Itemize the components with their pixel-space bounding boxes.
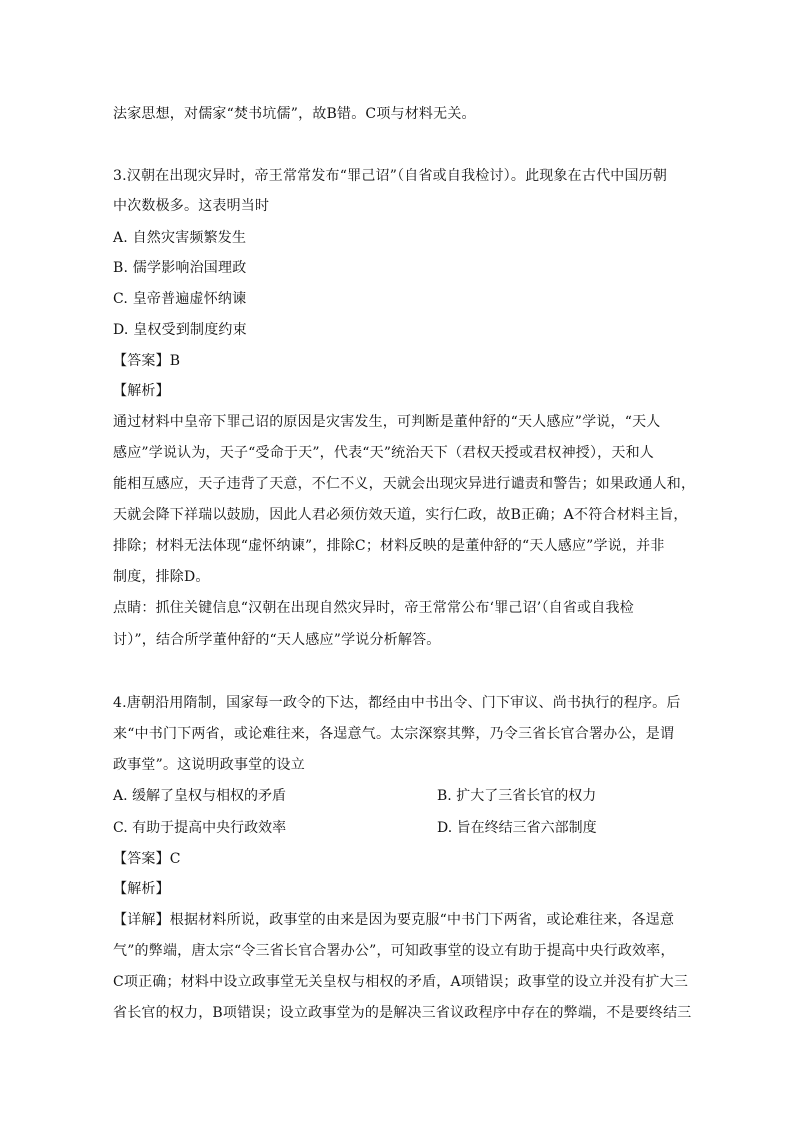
q3-stem-line-1: 3.汉朝在出现灾异时，帝王常常发布“罪己诏”（自省或自我检讨）。此现象在古代中国历朝 (113, 168, 668, 184)
q4-option-b: B. 扩大了三省长官的权力 (437, 788, 597, 804)
q4-analysis-line-3: C项正确；材料中设立政事堂无关皇权与相权的矛盾，A项错误；政事堂的设立并没有扩大三 (113, 974, 689, 990)
q3-analysis-line-2: 感应”学说认为，天子“受命于天”，代表“天”统治天下（君权天授或君权神授），天和人 (113, 445, 654, 461)
q3-option-d: D. 皇权受到制度约束 (113, 322, 247, 338)
q3-analysis-line-6: 制度，排除D。 (113, 569, 210, 585)
q3-answer-label: 【答案】B (113, 353, 181, 369)
q4-analysis-label: 【解析】 (113, 881, 170, 897)
q4-analysis-line-1: 【详解】根据材料所说，政事堂的由来是因为要克服“中书门下两省，或论难往来，各逞意 (113, 912, 675, 928)
q4-stem-line-1: 4.唐朝沿用隋制，国家每一政令的下达，都经由中书出令、门下审议、尚书执行的程序。后 (113, 695, 681, 711)
q4-stem-line-3: 政事堂”。这说明政事堂的设立 (113, 757, 305, 773)
q3-analysis-line-1: 通过材料中皇帝下罪己诏的原因是灾害发生，可判断是董仲舒的“天人感应”学说，“天人 (113, 414, 661, 430)
q3-analysis-line-4: 天就会降下祥瑞以鼓励，因此人君必须仿效天道，实行仁政，故B正确；A不符合材料主旨， (113, 507, 688, 523)
q3-stem-line-2: 中次数极多。这表明当时 (113, 198, 270, 214)
top-note: 法家思想，对儒家“焚书坑儒”，故B错。C项与材料无关。 (113, 106, 476, 122)
q4-stem-line-2: 来“中书门下两省，或论难往来，各逞意气。太宗深察其弊，乃令三省长官合署办公，是谓 (113, 726, 675, 742)
q3-analysis-label: 【解析】 (113, 383, 170, 399)
q3-option-c: C. 皇帝普遍虚怀纳谏 (113, 291, 247, 307)
q4-answer-label: 【答案】C (113, 851, 181, 867)
q4-analysis-line-4: 省长官的权力，B项错误；设立政事堂为的是解决三省议政程序中存在的弊端，不是要终结三 (113, 1005, 692, 1021)
q4-option-a: A. 缓解了皇权与相权的矛盾 (113, 788, 287, 804)
q4-option-d: D. 旨在终结三省六部制度 (437, 820, 597, 836)
q3-analysis-line-5: 排除；材料无法体现“虚怀纳谏”，排除C；材料反映的是董仲舒的“天人感应”学说，并非 (113, 538, 665, 554)
q3-tip-line-1: 点睛：抓住关键信息“汉朝在出现自然灾异时，帝王常常公布‘罪己诏’（自省或自我检 (113, 600, 634, 616)
q3-option-a: A. 自然灾害频繁发生 (113, 230, 247, 246)
q3-option-b: B. 儒学影响治国理政 (113, 260, 247, 276)
q3-tip-line-2: 讨）”，结合所学董仲舒的“天人感应”学说分析解答。 (113, 632, 441, 648)
q3-analysis-line-3: 能相互感应，天子违背了天意，不仁不义，天就会出现灾异进行谴责和警告；如果政通人和， (113, 476, 696, 492)
q4-analysis-line-2: 气”的弊端，唐太宗“令三省长官合署办公”，可知政事堂的设立有助于提高中央行政效率， (113, 943, 675, 959)
q4-option-c: C. 有助于提高中央行政效率 (113, 820, 287, 836)
